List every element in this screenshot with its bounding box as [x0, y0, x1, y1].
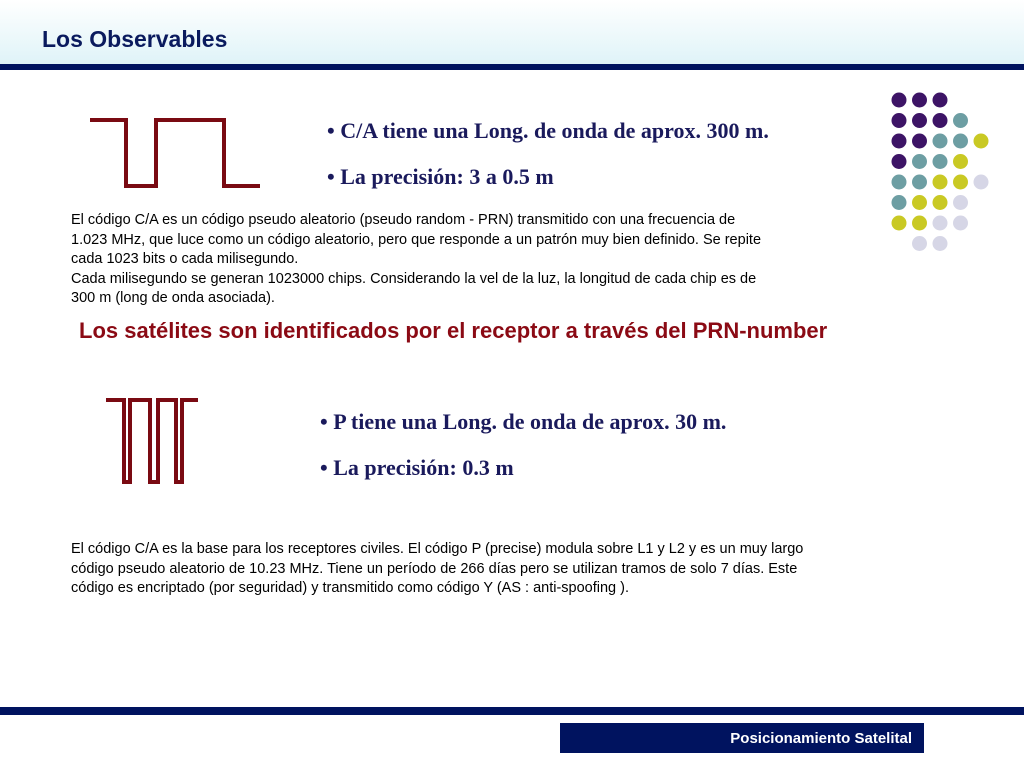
p-description-line: El código C/A es la base para los receptores civiles. El código P (precise) modula sobre L1 y L2 y es un muy largo [71, 541, 804, 557]
decorative-dot [953, 154, 968, 169]
decorative-dot [892, 113, 907, 128]
decorative-dot [912, 154, 927, 169]
decorative-dot [912, 93, 927, 108]
prn-highlight-text: Los satélites son identificados por el receptor a través del PRN-number [79, 318, 828, 343]
ca-wavelength-bullet: • C/A tiene una Long. de onda de aprox. 300 m. [327, 118, 769, 143]
decorative-dot [974, 134, 989, 149]
decorative-dot-grid [880, 86, 1000, 256]
bottom-rule [0, 707, 1024, 715]
ca-description-line: Cada milisegundo se generan 1023000 chips. Considerando la vel de la luz, la longitud de cada chip es de [71, 270, 757, 287]
ca-description-line: 1.023 MHz, que luce como un código aleatorio, pero que responde a un patrón muy bien definido. Se repite [71, 231, 762, 248]
ca-description-line: El código C/A es un código pseudo aleatorio (pseudo random - PRN) transmitido con una frecuencia de [71, 212, 736, 228]
decorative-dot [953, 113, 968, 128]
decorative-dot [933, 175, 948, 190]
footer-label: Posicionamiento Satelital [560, 723, 924, 753]
decorative-dot [892, 175, 907, 190]
decorative-dot [933, 195, 948, 210]
decorative-dot [953, 175, 968, 190]
p-description [71, 540, 803, 599]
p-description-line: código es encriptado (por seguridad) y transmitido como código Y (AS : anti-spoofing ). [71, 580, 630, 596]
slide-title: Los Observables [42, 26, 228, 52]
decorative-dot [892, 134, 907, 149]
decorative-dot [953, 195, 968, 210]
decorative-dot [933, 154, 948, 169]
decorative-dot [933, 236, 948, 251]
p-square-wave [108, 400, 196, 482]
p-wavelength-bullet: • P tiene una Long. de onda de aprox. 30 m. [320, 409, 727, 434]
decorative-dot [892, 93, 907, 108]
decorative-dot [912, 216, 927, 231]
p-code-waveform-icon [104, 394, 204, 488]
ca-precision-bullet: • La precisión: 3 a 0.5 m [327, 164, 554, 189]
ca-code-waveform-icon [88, 112, 264, 194]
ca-description [71, 211, 761, 309]
ca-description-line: 300 m (long de onda asociada). [71, 290, 275, 306]
top-rule [0, 64, 1024, 70]
decorative-dot [912, 236, 927, 251]
decorative-dot [953, 134, 968, 149]
decorative-dot [892, 195, 907, 210]
decorative-dot [892, 216, 907, 231]
decorative-dot [974, 175, 989, 190]
ca-description-line: cada 1023 bits o cada milisegundo. [71, 251, 299, 267]
decorative-dot [953, 216, 968, 231]
decorative-dot [912, 175, 927, 190]
decorative-dot [933, 216, 948, 231]
p-description-line: código pseudo aleatorio de 10.23 MHz. Tiene un período de 266 días pero se utilizan tramos de solo 7 días. Este [71, 560, 798, 577]
ca-square-wave [92, 120, 258, 186]
p-precision-bullet: • La precisión: 0.3 m [320, 455, 514, 480]
decorative-dot [912, 113, 927, 128]
decorative-dot [912, 195, 927, 210]
decorative-dot [933, 93, 948, 108]
decorative-dot [933, 113, 948, 128]
decorative-dot [892, 154, 907, 169]
decorative-dot [933, 134, 948, 149]
decorative-dot [912, 134, 927, 149]
